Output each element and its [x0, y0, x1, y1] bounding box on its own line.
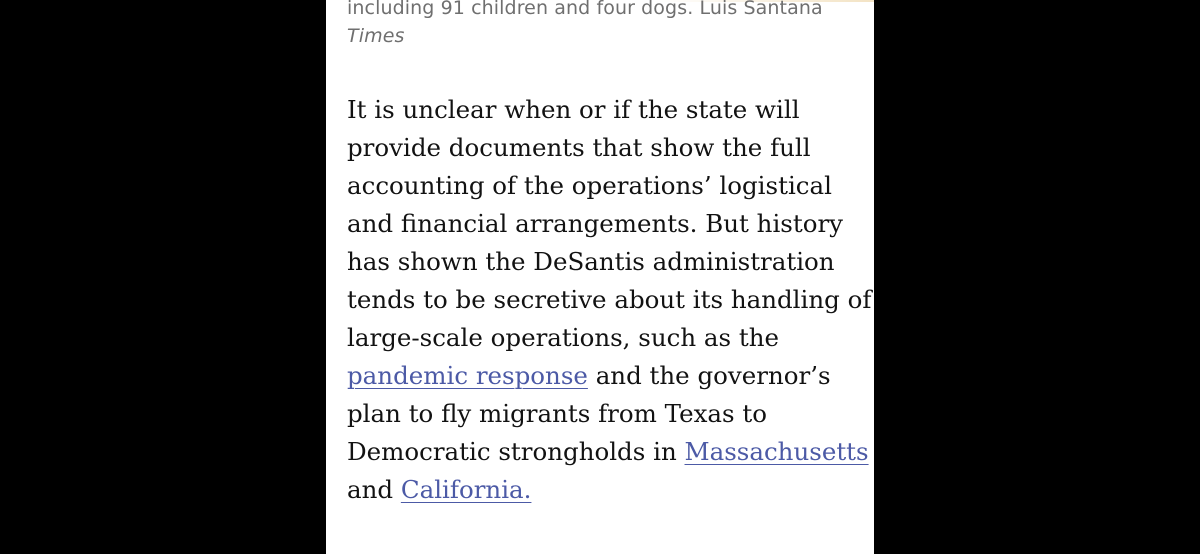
paragraph-text: and	[347, 475, 401, 504]
article-page	[326, 0, 874, 554]
caption-text: including 91 children and four dogs. Luis Santana	[347, 0, 823, 19]
paragraph-line: plan to fly migrants from Texas to	[347, 399, 767, 428]
caption-credit: Times	[347, 25, 405, 47]
link-massachusetts[interactable]: Massachusetts	[684, 437, 869, 466]
link-pandemic-response[interactable]: pandemic response	[347, 361, 588, 390]
paragraph-text: and the governor’s	[587, 361, 831, 390]
paragraph-line: has shown the DeSantis administration	[347, 247, 835, 276]
paragraph-line: It is unclear when or if the state will	[347, 95, 800, 124]
paragraph-line: provide documents that show the full	[347, 133, 811, 162]
paragraph-text: Democratic strongholds in	[347, 437, 685, 466]
paragraph-line: accounting of the operations’ logistical	[347, 171, 832, 200]
paragraph-line	[347, 471, 867, 509]
photo-caption	[347, 0, 857, 50]
paragraph-line	[347, 433, 867, 471]
paragraph-line	[347, 357, 867, 395]
paragraph-line: and financial arrangements. But history	[347, 209, 844, 238]
paragraph-line: large-scale operations, such as the	[347, 323, 779, 352]
link-california[interactable]: California.	[400, 475, 532, 504]
paragraph-line: tends to be secretive about its handling of	[347, 285, 872, 314]
article-paragraph	[347, 91, 872, 509]
